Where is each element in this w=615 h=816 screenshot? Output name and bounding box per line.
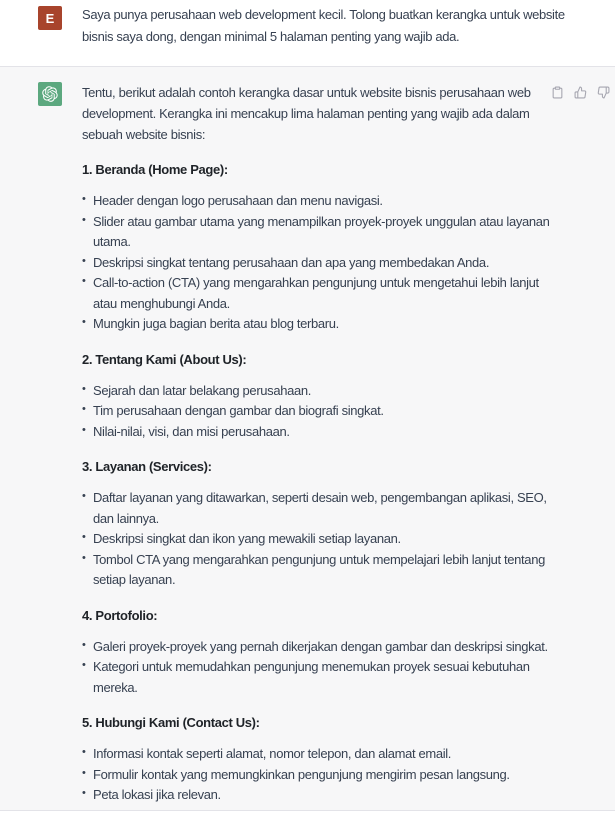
list-item: • Call-to-action (CTA) yang mengarahkan pengunjung untuk mengetahui lebih lanjut atau menghubungi Anda. — [82, 273, 553, 314]
section-bullets — [82, 744, 553, 806]
user-message-text: Saya punya perusahaan web development kecil. Tolong buatkan kerangka untuk website bisnis saya dong, dengan minimal 5 halaman penting yang wajib ada. — [82, 7, 565, 44]
next-message-strip — [0, 810, 615, 816]
list-item: • Kategori untuk memudahkan pengunjung menemukan proyek sesuai kebutuhan mereka. — [82, 657, 553, 698]
list-item: • Nilai-nilai, visi, dan misi perusahaan. — [82, 422, 553, 443]
outline-section — [82, 456, 553, 591]
list-item: • Sejarah dan latar belakang perusahaan. — [82, 381, 553, 402]
list-item: • Slider atau gambar utama yang menampilkan proyek-proyek unggulan atau layanan utama. — [82, 212, 553, 253]
list-item: • Peta lokasi jika relevan. — [82, 785, 553, 806]
thumbs-down-icon — [597, 86, 610, 99]
thumbs-down-button[interactable] — [596, 85, 610, 99]
section-heading: 5. Hubungi Kami (Contact Us): — [82, 715, 260, 730]
user-avatar — [38, 6, 62, 30]
list-item: • Deskripsi singkat tentang perusahaan dan apa yang membedakan Anda. — [82, 253, 553, 274]
user-message — [0, 0, 615, 66]
outline-section — [82, 712, 553, 806]
list-item: • Daftar layanan yang ditawarkan, seperti desain web, pengembangan aplikasi, SEO, dan lainnya. — [82, 488, 553, 529]
thumbs-up-button[interactable] — [573, 85, 587, 99]
section-bullets — [82, 191, 553, 335]
list-item: • Informasi kontak seperti alamat, nomor telepon, dan alamat email. — [82, 744, 553, 765]
section-heading: 3. Layanan (Services): — [82, 459, 212, 474]
section-bullets — [82, 637, 553, 699]
outline-sections — [82, 159, 553, 806]
section-heading: 2. Tentang Kami (About Us): — [82, 351, 247, 367]
thumbs-up-icon — [574, 86, 587, 99]
assistant-intro: Tentu, berikut adalah contoh kerangka dasar untuk website bisnis perusahaan web development. Kerangka ini mencakup lima halaman penting yang wajib ada dalam sebuah website bisnis: — [82, 85, 531, 142]
list-item: • Formulir kontak yang memungkinkan pengunjung mengirim pesan langsung. — [82, 765, 553, 786]
chatgpt-avatar — [38, 82, 62, 106]
copy-button[interactable] — [550, 85, 564, 99]
assistant-message-body — [82, 82, 553, 806]
section-heading: 1. Beranda (Home Page): — [82, 162, 228, 177]
section-heading: 4. Portofolio: — [82, 607, 158, 623]
list-item: • Tim perusahaan dengan gambar dan biografi singkat. — [82, 401, 553, 422]
list-item: • Mungkin juga bagian berita atau blog terbaru. — [82, 314, 553, 335]
section-bullets — [82, 488, 553, 591]
user-avatar-letter: E — [45, 10, 55, 26]
clipboard-icon — [551, 86, 564, 99]
outline-section — [82, 159, 553, 335]
message-actions — [550, 85, 610, 99]
outline-section — [82, 349, 553, 443]
assistant-message — [0, 66, 615, 810]
list-item: • Header dengan logo perusahaan dan menu navigasi. — [82, 191, 553, 212]
openai-logo-icon — [42, 86, 58, 102]
outline-section — [82, 605, 553, 699]
section-bullets — [82, 381, 553, 443]
list-item: • Deskripsi singkat dan ikon yang mewakili setiap layanan. — [82, 529, 553, 550]
list-item: • Tombol CTA yang mengarahkan pengunjung untuk mempelajari lebih lanjut tentang setiap layanan. — [82, 550, 553, 591]
list-item: • Galeri proyek-proyek yang pernah dikerjakan dengan gambar dan deskripsi singkat. — [82, 637, 553, 658]
